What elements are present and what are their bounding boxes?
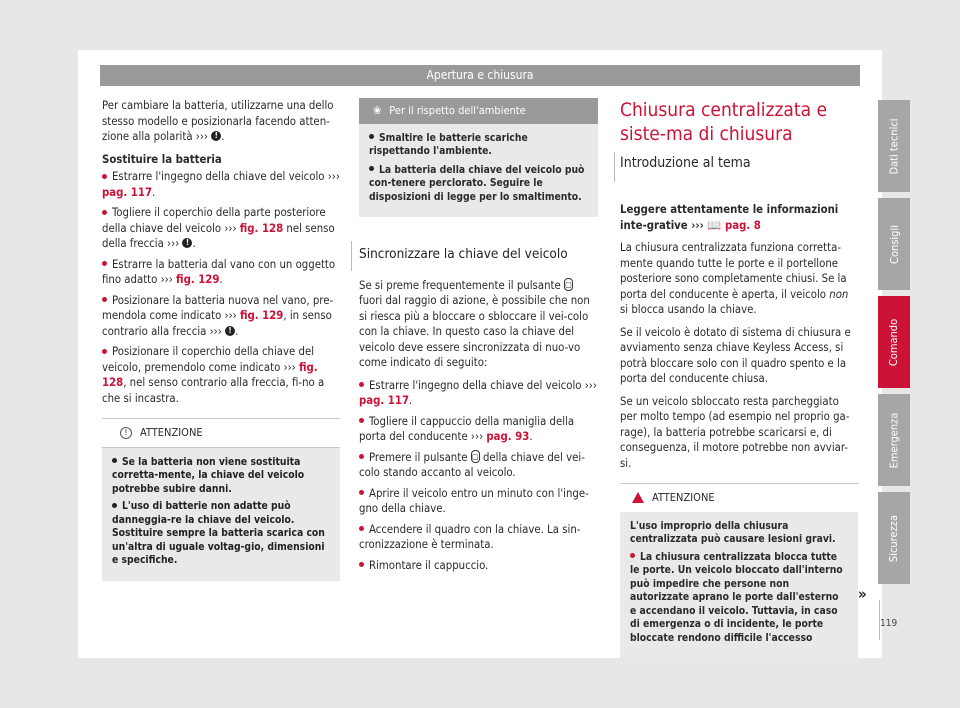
attention-title: ATTENZIONE: [140, 426, 203, 439]
section-tabs: [878, 100, 910, 590]
list-item: La batteria della chiave del veicolo può con-tenere perclorato. Seguire le disposizioni di legge per lo smaltimento.: [369, 163, 585, 203]
attention-header: [102, 419, 340, 448]
list-item: Accendere il quadro con la chiave. La sin-cronizzazione è terminata.: [359, 522, 581, 551]
tab-sicurezza[interactable]: Sicurezza: [878, 492, 910, 584]
environment-box: [359, 98, 598, 217]
warning-icon: !: [182, 238, 192, 248]
environment-title: Per il rispetto dell'ambiente: [389, 104, 526, 117]
intro-paragraph: Per cambiare la batteria, utilizzarne una dello stesso modello e posizionarla facendo atten-zione alla polarità ››› ! .: [102, 99, 334, 143]
list-item: Estrarre la batteria dal vano con un oggetto fino adatto ››› fig. 129.: [102, 257, 336, 286]
list-item: Posizionare il coperchio della chiave del veicolo, premendolo come indicato ››› fig. 128, nel senso contrario alla freccia, fi-no a che si incastra.: [102, 345, 325, 405]
environment-body: [359, 124, 598, 218]
paragraph: Se un veicolo sbloccato resta parcheggiato per molto tempo (ad esempio nel proprio ga-rage), la batteria potrebbe scaricarsi e, di conseguenza, il motore potrebbe non avviar-si.: [620, 394, 850, 470]
cross-reference-link[interactable]: fig. 129: [176, 273, 220, 286]
lead-paragraph: Leggere attentamente le informazioni inte-grative ››› 📖 pag. 8: [620, 203, 839, 232]
attention-body: [102, 448, 340, 581]
tab-emergenza[interactable]: Emergenza: [878, 394, 910, 486]
tab-comando[interactable]: Comando: [878, 296, 910, 388]
page-header: Apertura e chiusura: [100, 65, 860, 86]
info-icon: !: [120, 427, 132, 439]
list-item: Smaltire le batterie scariche rispettando l'ambiente.: [369, 131, 528, 157]
cross-reference-link[interactable]: pag. 93: [486, 430, 530, 443]
chapter-title: Chiusura centralizzata e siste-ma di chiusura: [620, 99, 828, 145]
attention-body: [620, 512, 858, 659]
list-item: Aprire il veicolo entro un minuto con l'inge-gno della chiave.: [359, 486, 589, 515]
cross-reference-link[interactable]: pag. 117: [102, 185, 153, 199]
cross-reference-link[interactable]: fig. 129: [239, 309, 284, 322]
list-item: Rimontare il cappuccio.: [359, 558, 598, 574]
steps-list: [102, 169, 340, 406]
list-item: Posizionare la batteria nuova nel vano, pre-mendola come indicato ››› fig. 129, in senso contrario alla freccia ››› ! .: [102, 293, 334, 338]
list-item: La chiusura centralizzata blocca tutte le porte. Un veicolo bloccato dall'interno può impedire che persone non autorizzate aprano le porte dall'esterno e accendano il veicolo. Tuttavia, in caso di emergenza o di incidente, le porte bloccate rendono difficile l'accesso: [630, 550, 843, 644]
warning-icon: !: [211, 131, 221, 141]
attention-title: ATTENZIONE: [652, 491, 715, 504]
paragraph: Se il veicolo è dotato di sistema di chiusura e avviamento senza chiave Keyless Access, si potrà bloccare solo con il quadro spento e la porta del conducente chiusa.: [620, 325, 851, 385]
warning-icon: !: [225, 326, 235, 336]
key-lock-icon: ▢: [471, 452, 479, 461]
list-item: Estrarre l'ingegno della chiave del veicolo ››› pag. 117.: [102, 170, 340, 199]
warning-triangle-icon: [632, 492, 644, 503]
tab-consigli[interactable]: Consigli: [878, 198, 910, 290]
column-2: [359, 98, 598, 578]
key-lock-icon: ▢: [565, 280, 572, 289]
attention-header: [620, 483, 858, 512]
continue-icon: »: [858, 585, 867, 603]
section-heading: Sincronizzare la chiave del veicolo: [359, 247, 598, 263]
cross-reference-link[interactable]: fig. 128: [102, 360, 318, 389]
paragraphs: [620, 240, 858, 471]
attention-box: [620, 483, 858, 658]
page-number: 119: [880, 618, 898, 629]
list-item: Se la batteria non viene sostituita corretta-mente, la chiave del veicolo potrebbe subire danni.: [112, 455, 305, 495]
intro-paragraph: Se si preme frequentemente il pulsante ▢ fuori dal raggio di azione, è possibile che non si riesca più a bloccare o sbloccare il vei-colo con la chiave. In questo caso la chiave del veicolo deve essere sincronizzata di nuo-vo come indicato di seguito:: [359, 278, 590, 369]
cross-reference-link[interactable]: fig. 128: [239, 221, 284, 235]
list-item: Estrarre l'ingegno della chiave del veicolo ››› pag. 117.: [359, 378, 597, 407]
steps-list: [359, 378, 598, 574]
list-item: Togliere il cappuccio della maniglia della porta del conducente ››› pag. 93.: [359, 414, 575, 443]
list-item: Premere il pulsante ▢ della chiave del vei-colo stando accanto al veicolo.: [359, 450, 585, 479]
list-item: L'uso di batterie non adatte può danneggia-re la chiave del veicolo. Sostituire sempre la batteria scarica con un'altra di uguale voltag-gio, dimensioni e specifiche.: [112, 500, 325, 566]
tab-dati-tecnici[interactable]: Dati tecnici: [878, 100, 910, 192]
leaf-icon: ❀: [373, 104, 382, 117]
chapter-subtitle: Introduzione al tema: [620, 154, 858, 182]
attention-box: [102, 418, 340, 581]
environment-header: [359, 98, 598, 124]
paragraph: La chiusura centralizzata funziona corretta-mente quando tutte le porte e il portellone posteriore sono completamente chiusi. Se la porta del conducente è aperta, il veicolo non si blocca usando la chiave.: [620, 241, 849, 316]
attention-lead: L'uso improprio della chiusura centralizzata può causare lesioni gravi.: [630, 519, 836, 545]
section-heading: Sostituire la batteria: [102, 152, 222, 166]
list-item: Togliere il coperchio della parte posteriore della chiave del veicolo ››› fig. 128 nel senso della freccia ››› ! .: [102, 206, 335, 250]
column-3: [620, 98, 858, 658]
book-icon: 📖: [707, 218, 722, 232]
column-1: [102, 98, 340, 581]
cross-reference-link[interactable]: pag. 117: [359, 394, 410, 407]
